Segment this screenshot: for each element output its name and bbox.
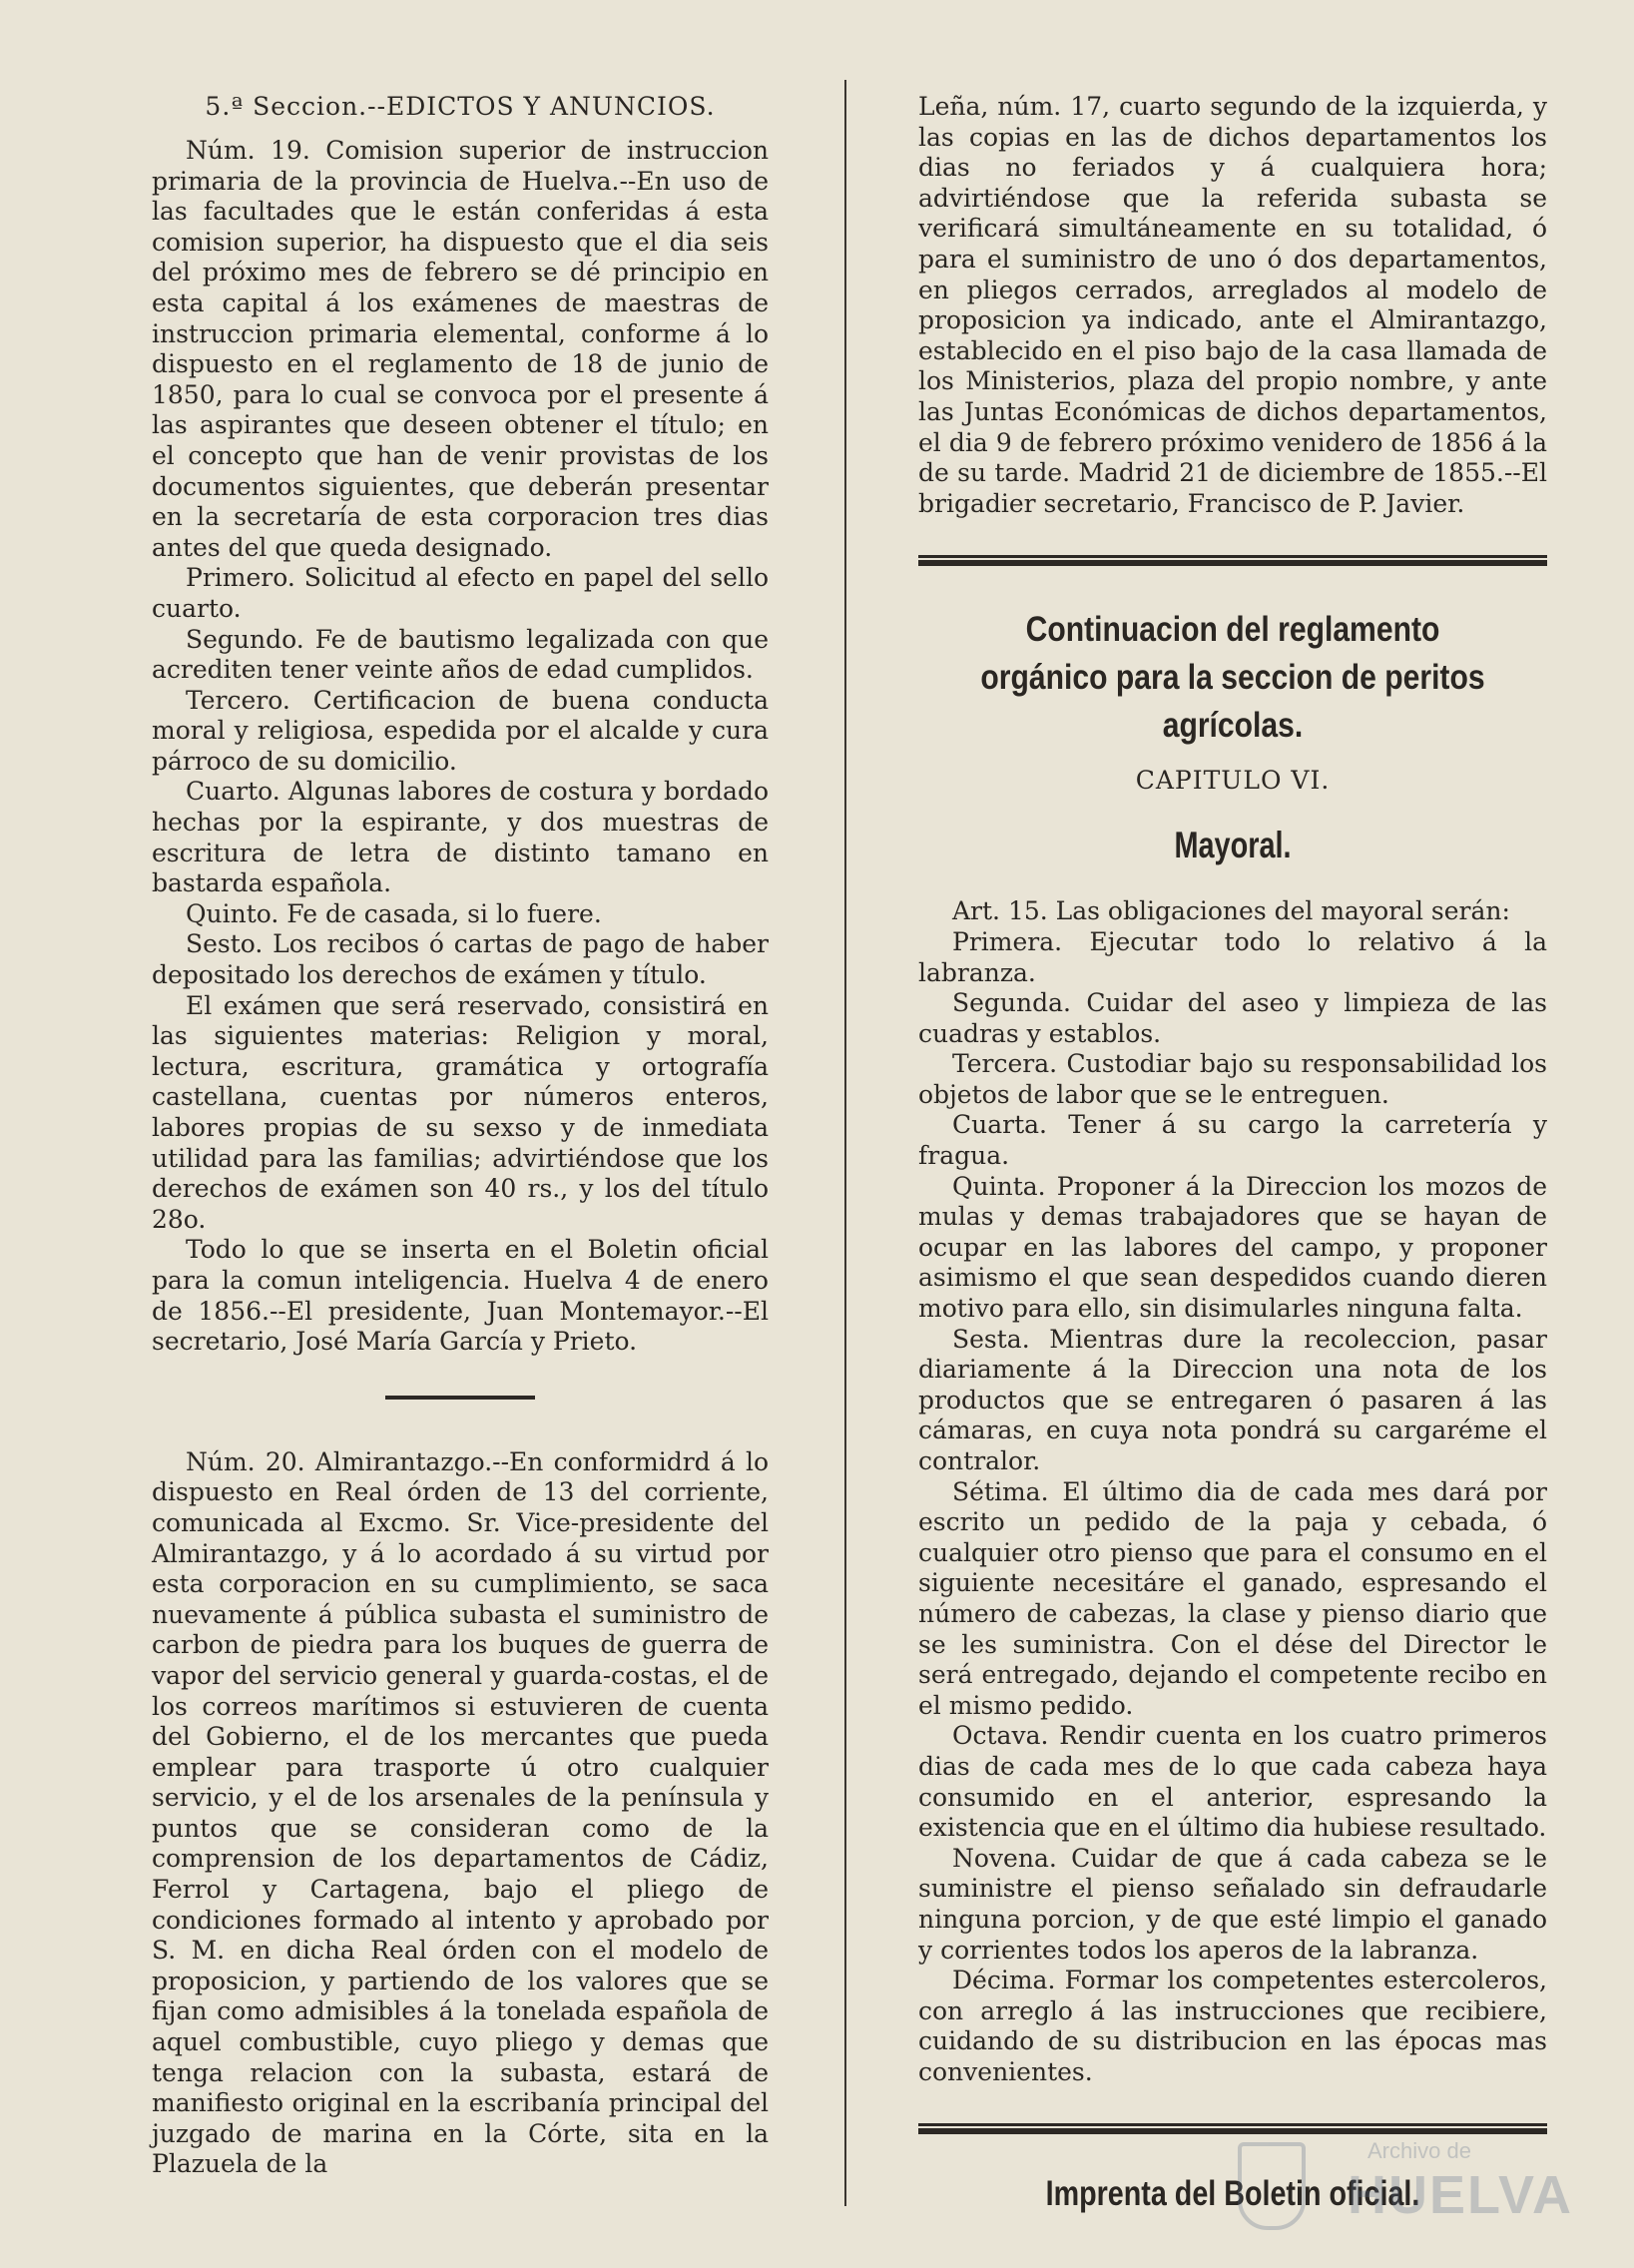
obligation-7: Sétima. El último dia de cada mes dará por escrito un pedido de la paja y cebada, ó cualquier otro pienso que para el consumo en el siguiente necesitáre el ganado, espresando el número de cabezas, la clase y pienso diario que se les suministra. Con el dése del Director le será entregado, dejando el competente recibo en el mismo pedido. [918,1476,1547,1720]
watermark-small-text: Archivo de [1367,2138,1471,2163]
obligation-6: Sesta. Mientras dure la recoleccion, pasar diariamente á la Direccion una nota de los productos que se entregaren ó pasaren á las cámaras, en cuya nota pondrá su cargaréme el contralor. [918,1324,1547,1475]
section-title: Mayoral. [1174,825,1292,866]
requirement-6: Sesto. Los recibos ó cartas de pago de haber depositado los derechos de exámen y título. [152,929,769,990]
notice-19: Núm. 19. Comision superior de instruccion primaria de la provincia de Huelva.--En uso de las facultades que le están conferidas á esta comision superior, ha dispuesto que el dia seis del próximo mes de febrero se dé principio en esta capital á los exámenes de maestras de instruccion primaria elemental, conforme á lo dispuesto en el reglamento de 18 de junio de 1850, para lo cual se convoca por el presente á las aspirantes que deseen obtener el título; en el concepto que han de venir provistas de los documentos siguientes, que deberán presentar en la secretaría de esta corporacion tres dias antes del que queda designado. [152,136,769,562]
requirement-3: Tercero. Certificacion de buena conducta moral y religiosa, espedida por el alcalde y cura párroco de su domicilio. [152,685,769,776]
printer-imprint: Imprenta del Boletin oficial. [1045,2174,1420,2214]
column-divider [844,80,846,2206]
obligation-8: Octava. Rendir cuenta en los cuatro primeros dias de cada mes de lo que cada cabeza haya consumido en el anterior, espresando la existencia que en el último dia hubiese resultado. [918,1721,1547,1843]
right-column [918,92,1547,2214]
notice-20-continued: Leña, núm. 17, cuarto segundo de la izquierda, y las copias en las de dichos departamentos los dias no feriados y á cualquiera hora; advirtiéndose que la referida subasta se verificará simultáneamente en su totalidad, ó para el suministro de uno ó dos departamentos, en pliegos cerrados, arreglados al modelo de proposicion ya indicado, ante el Almirantazgo, establecido en el piso bajo de la casa llamada de los Ministerios, plaza del propio nombre, y ante las Juntas Económicas de dichos departamentos, el dia 9 de febrero próximo venidero de 1856 á la de su tarde. Madrid 21 de diciembre de 1855.--El brigadier secretario, Francisco de P. Javier. [918,92,1547,518]
article-15: Art. 15. Las obligaciones del mayoral serán: [952,896,1510,926]
requirement-1: Primero. Solicitud al efecto en papel del sello cuarto. [152,563,769,623]
section-header: 5.ª Seccion.--EDICTOS Y ANUNCIOS. [205,92,716,121]
obligation-2: Segunda. Cuidar del aseo y limpieza de las cuadras y establos. [918,988,1547,1048]
obligation-10: Décima. Formar los competentes estercoleros, con arreglo á las instrucciones que recibiere, cuidando de su distribucion en las épocas mas convenientes. [918,1966,1547,2086]
obligation-1: Primera. Ejecutar todo lo relativo á la labranza. [918,926,1547,987]
double-rule-bottom [918,2123,1547,2134]
chapter-heading: CAPITULO VI. [1135,766,1331,796]
obligation-9: Novena. Cuidar de que á cada cabeza se le suministre el pienso señalado sin defraudarle ninguna porcion, y de que esté limpio el ganado y corrientes todos los aperos de la labranza. [918,1843,1547,1965]
left-column [152,92,769,2180]
obligation-4: Cuarta. Tener á su cargo la carretería y fragua. [918,1110,1547,1171]
seal-icon [1238,2142,1306,2230]
exam-subjects: El exámen que será reservado, consistirá en las siguientes materias: Religion y moral, lectura, escritura, gramática y ortografía castellana, cuentas por números enteros, labores propias de su sexso y de inmediata utilidad para las familias; advirtiéndose que los derechos de exámen son 40 rs., y los del título 28o. [152,990,769,1234]
watermark-big-text: HUELVA [1348,2165,1573,2225]
requirement-2: Segundo. Fe de bautismo legalizada con que acrediten tener veinte años de edad cumplidos. [152,624,769,685]
requirement-4: Cuarto. Algunas labores de costura y bordado hechas por la espirante, y dos muestras de escritura de letra de distinto tamano en bastarda española. [152,777,769,898]
obligation-5: Quinta. Proponer á la Direccion los mozos de mulas y demas trabajadores que se hayan de ocupar en las labores del campo, y proponer asimismo el que sean despedidos cuando dieren motivo para ello, sin disimularles ninguna falta. [918,1171,1547,1324]
archive-watermark [1238,2136,1573,2236]
notice-20: Núm. 20. Almirantazgo.--En conformidrd á lo dispuesto en Real órden de 13 del corriente, comunicada al Excmo. Sr. Vice-presidente del Almirantazgo, y á lo acordado á su virtud por esta corporacion en su cumplimiento, se saca nuevamente á pública subasta el suministro de carbon de piedra para los buques de guerra de vapor del servicio general y guarda-costas, el de los correos marítimos si estuvieren de cuenta del Gobierno, el de los mercantes que pueda emplear para trasporte ú otro cualquier servicio, y el de los arsenales de la península y puntos que se consideran como de la comprension de los departamentos de Cádiz, Ferrol y Cartagena, bajo el pliego de condiciones formado al intento y aprobado por S. M. en dicha Real órden con el modelo de proposicion, y partiendo de los valores que se fijan como admisibles á la tonelada española de aquel combustible, cuyo pliego y demas que tenga relacion con la subasta, estará de manifiesto original en la escribanía principal del juzgado de marina en la Córte, sita en la Plazuela de la [152,1446,769,2179]
double-rule-top [918,555,1547,566]
notice-19-closing: Todo lo que se inserta en el Boletin oficial para la comun inteligencia. Huelva 4 de enero de 1856.--El presidente, Juan Montemayor.--El secretario, José María García y Prieto. [152,1235,769,1357]
regulation-title: Continuacion del reglamento orgánico para la seccion de peritos agrícolas. [980,610,1485,746]
obligation-3: Tercera. Custodiar bajo su responsabilidad los objetos de labor que se le entreguen. [918,1049,1547,1109]
requirement-5: Quinto. Fe de casada, si lo fuere. [186,898,602,928]
separator-rule [385,1396,535,1400]
